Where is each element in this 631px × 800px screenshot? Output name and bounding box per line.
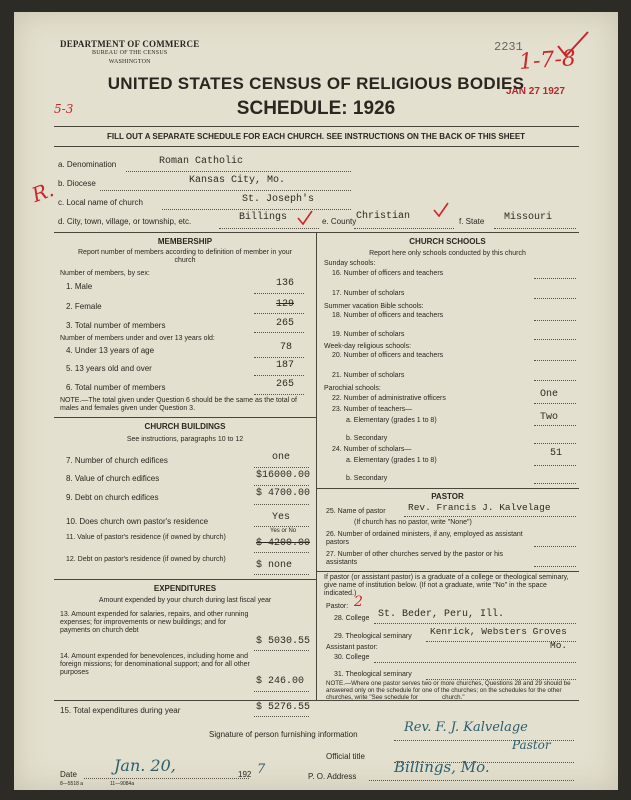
denomination-label: a. Denomination — [58, 160, 117, 169]
diocese-value: Kansas City, Mo. — [189, 175, 286, 186]
residence-value-label: 11. Value of pastor's residence (if owned by church) — [66, 534, 226, 541]
q13-value: $ 5030.55 — [256, 636, 311, 647]
q25-note: (If church has no pastor, write "None") — [354, 519, 472, 526]
edifices-value-value: $16000.00 — [256, 470, 311, 481]
red-check-icon — [296, 210, 314, 226]
q23b-label: b. Secondary — [346, 435, 388, 442]
total-members-value: 265 — [276, 318, 295, 329]
owns-residence-value: Yes — [272, 512, 291, 523]
female-label: 2. Female — [66, 302, 102, 311]
year-prefix: 192 — [238, 770, 252, 779]
yes-no-hint: Yes or No — [270, 528, 297, 534]
q13-label: 13. Amount expended for salaries, repairs, and other running expenses; for improvements or new buildings; and for payments on church debt — [60, 611, 249, 634]
q15-value: $ 5276.55 — [256, 702, 311, 713]
diocese-label: b. Diocese — [58, 179, 96, 188]
form-subtitle: SCHEDULE: 1926 — [236, 98, 396, 119]
q31-label: 31. Theological seminary — [334, 671, 412, 678]
official-title-label: Official title — [326, 752, 365, 761]
q24a-value: 51 — [550, 448, 563, 459]
city-label: d. City, town, village, or township, etc. — [58, 217, 192, 226]
summer-label: Summer vacation Bible schools: — [324, 303, 424, 310]
city-value: Billings — [239, 212, 288, 223]
expenditures-heading: EXPENDITURES — [153, 584, 217, 593]
date-stamp: JAN 27 1927 — [506, 86, 565, 97]
q26-label: 26. Number of ordained ministers, if any, employed as assistant pastors — [326, 531, 523, 546]
assistant-label: Assistant pastor: — [326, 644, 378, 651]
q17-label: 17. Number of scholars — [332, 290, 405, 297]
signature-label: Signature of person furnishing information — [209, 730, 358, 739]
pastor-note: NOTE.—Where one pastor serves two or more churches, Questions 28 and 29 should be answered only on the schedule for one of the churches; on the schedules for the other churches, write "See schedule for ______ church." — [326, 680, 571, 701]
county-label: e. County — [322, 217, 357, 226]
q14-label: 14. Amount expended for benevolences, including home and foreign missions; for denominational support; and for all other purposes — [60, 653, 250, 676]
q27-label: 27. Number of other churches served by the pastor or his assistants — [326, 551, 504, 566]
q24b-label: b. Secondary — [346, 475, 388, 482]
graduate-note: If pastor (or assistant pastor) is a graduate of a college or theological seminary, give name of institution below. (If not a graduate, write "No" in the space indicated.) — [324, 574, 569, 597]
seminary-value-2: Mo. — [550, 640, 568, 651]
print-code: 11—9084a — [110, 781, 135, 787]
denomination-value: Roman Catholic — [159, 156, 244, 167]
q14-value: $ 246.00 — [256, 676, 305, 687]
pastor-label: Pastor: — [326, 603, 349, 610]
by-sex-label: Number of members, by sex: — [60, 270, 150, 277]
college-value: St. Beder, Peru, Ill. — [378, 609, 505, 620]
weekday-label: Week-day religious schools: — [324, 343, 412, 350]
pastor-heading: PASTOR — [431, 492, 464, 501]
membership-intro: Report number of members according to definition of member in your church — [78, 249, 292, 264]
state-label: f. State — [459, 217, 485, 226]
q28-label: 28. College — [334, 615, 370, 622]
church-edifices-value: one — [272, 452, 291, 463]
county-value: Christian — [356, 211, 411, 222]
q23a-value: Two — [540, 412, 559, 423]
local-name-label: c. Local name of church — [58, 198, 143, 207]
residence-debt-label: 12. Debt on pastor's residence (if owned by church) — [66, 556, 226, 563]
seminary-value: Kenrick, Websters Groves — [430, 626, 567, 637]
red-check-icon — [554, 30, 594, 60]
local-name-value: St. Joseph's — [242, 194, 315, 205]
signature-value: Rev. F. J. Kalvelage — [404, 720, 528, 735]
edifices-value-label: 8. Value of church edifices — [66, 474, 160, 483]
q23-label: 23. Number of teachers— — [332, 406, 413, 413]
q22-label: 22. Number of administrative officers — [332, 395, 446, 402]
q19-label: 19. Number of scholars — [332, 331, 405, 338]
total-members-2-label: 6. Total number of members — [66, 383, 166, 392]
residence-debt-value: $ none — [256, 560, 293, 571]
q21-label: 21. Number of scholars — [332, 372, 405, 379]
under-13-value: 78 — [280, 342, 293, 353]
official-title-value: Pastor — [512, 738, 551, 752]
buildings-heading: CHURCH BUILDINGS — [144, 422, 226, 431]
date-value: Jan. 20, — [114, 756, 176, 775]
edifices-debt-label: 9. Debt on church edifices — [66, 493, 159, 502]
edifices-debt-value: $ 4700.00 — [256, 488, 311, 499]
sunday-label: Sunday schools: — [324, 260, 376, 267]
year-digit: 7 — [257, 762, 266, 777]
margin-mark: 5-3 — [54, 102, 74, 116]
membership-heading: MEMBERSHIP — [157, 237, 213, 246]
form-code: 8—5518 a — [60, 781, 84, 787]
buildings-sub: See instructions, paragraphs 10 to 12 — [126, 436, 244, 443]
male-label: 1. Male — [66, 282, 93, 291]
pastor-name: Rev. Francis J. Kalvelage — [408, 502, 551, 513]
q24-label: 24. Number of scholars— — [332, 446, 412, 453]
department-heading: DEPARTMENT OF COMMERCE BUREAU OF THE CENSUS WASHINGTON — [60, 39, 200, 65]
handwritten-code: 1-7-8 — [518, 46, 577, 75]
pastor-mark: 2 — [354, 594, 363, 610]
total-members-2-value: 265 — [276, 379, 295, 390]
owns-residence-label: 10. Does church own pastor's residence — [66, 517, 209, 526]
po-address-value: Billings, Mo. — [394, 758, 490, 776]
date-label: Date — [60, 770, 77, 779]
over-13-value: 187 — [276, 360, 295, 371]
q20-label: 20. Number of officers and teachers — [332, 352, 444, 359]
form-title: UNITED STATES CENSUS OF RELIGIOUS BODIES — [107, 74, 525, 93]
male-value: 136 — [276, 278, 295, 289]
q29-label: 29. Theological seminary — [334, 633, 412, 640]
q23a-label: a. Elementary (grades 1 to 8) — [346, 417, 437, 424]
q15-label: 15. Total expenditures during year — [60, 706, 181, 715]
over-13-label: 5. 13 years old and over — [66, 364, 152, 373]
parochial-label: Parochial schools: — [324, 385, 381, 392]
schools-heading: CHURCH SCHOOLS — [409, 237, 486, 246]
margin-r: R. — [28, 177, 57, 207]
q16-label: 16. Number of officers and teachers — [332, 270, 444, 277]
q25-label: 25. Name of pastor — [326, 508, 386, 515]
po-address-label: P. O. Address — [308, 772, 357, 781]
schools-sub: Report here only schools conducted by this church — [369, 250, 526, 257]
census-form — [14, 12, 618, 790]
instructions: FILL OUT A SEPARATE SCHEDULE FOR EACH CHURCH. SEE INSTRUCTIONS ON THE BACK OF THIS SHEET — [106, 132, 526, 141]
age-intro: Number of members under and over 13 years old: — [60, 335, 215, 342]
church-edifices-label: 7. Number of church edifices — [66, 456, 168, 465]
residence-value-value: $ 4200.00 — [256, 538, 311, 549]
q22-value: One — [540, 389, 559, 400]
q18-label: 18. Number of officers and teachers — [332, 312, 444, 319]
female-value: 129 — [276, 299, 295, 310]
total-members-label: 3. Total number of members — [66, 321, 166, 330]
membership-note: NOTE.—The total given under Question 6 should be the same as the total of males and females given under Question 3. — [60, 397, 297, 412]
expenditures-sub: Amount expended by your church during last fiscal year — [98, 597, 272, 604]
q24a-label: a. Elementary (grades 1 to 8) — [346, 457, 437, 464]
form-number: 2231 — [494, 40, 523, 54]
under-13-label: 4. Under 13 years of age — [66, 346, 155, 355]
state-value: Missouri — [504, 212, 553, 223]
q30-label: 30. College — [334, 654, 370, 661]
red-check-icon — [432, 202, 450, 218]
